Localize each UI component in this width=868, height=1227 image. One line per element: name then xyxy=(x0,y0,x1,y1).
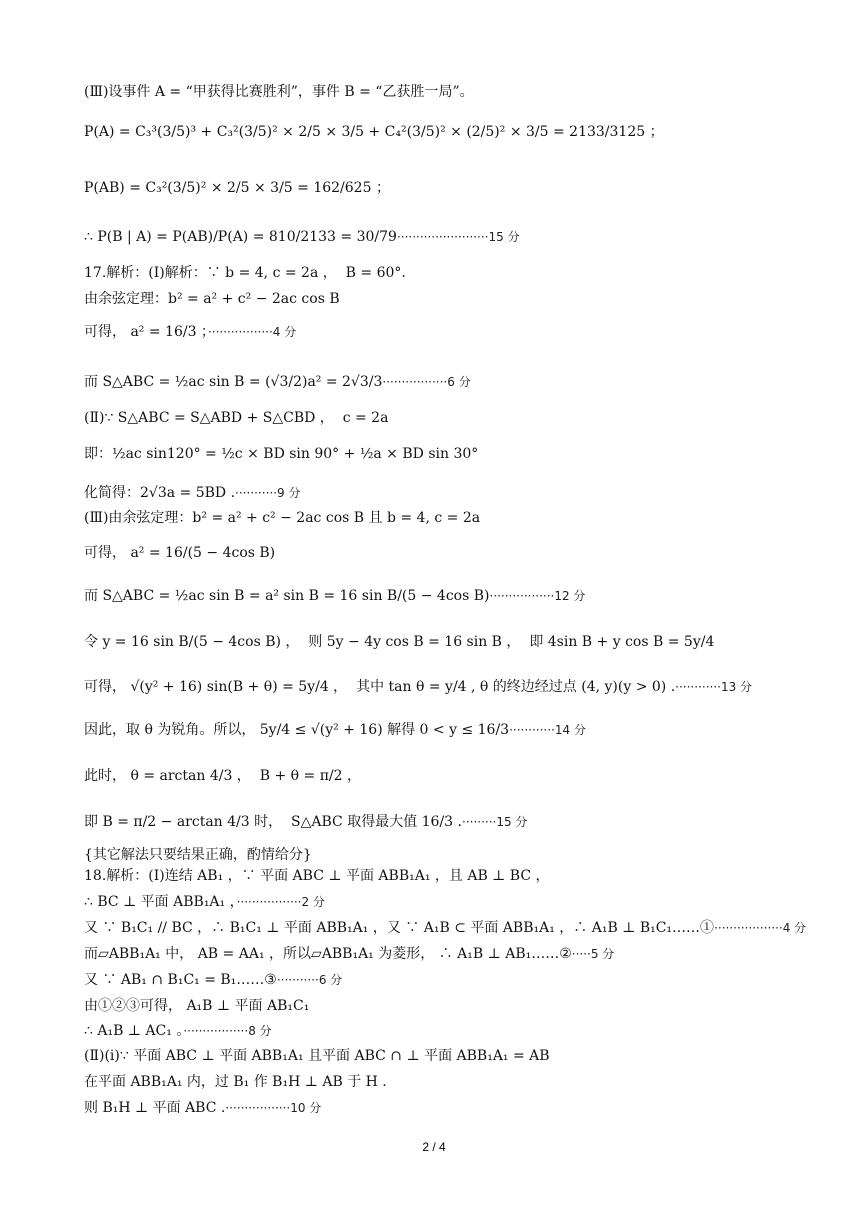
score-label: 12 分 xyxy=(554,589,586,603)
text-line xyxy=(84,1098,321,1118)
text-line xyxy=(84,227,520,247)
score-label: 4 分 xyxy=(272,325,297,339)
text-line xyxy=(84,444,478,464)
text-line xyxy=(84,892,325,912)
dot-leader: ················· xyxy=(225,1101,291,1115)
dot-leader: ··········· xyxy=(276,973,319,987)
line-text: ∴ P(B | A) = P(AB)/P(A) = 810/2133 = 30/79 xyxy=(84,229,397,245)
dot-leader: ··········· xyxy=(235,486,278,500)
text-line xyxy=(84,122,664,142)
score-label: 10 分 xyxy=(290,1101,322,1115)
text-line xyxy=(84,970,342,990)
text-line xyxy=(84,677,752,697)
text-line xyxy=(84,632,714,652)
score-label: 5 分 xyxy=(590,947,615,961)
line-text: 17.解析：(Ⅰ)解析：∵ b = 4, c = 2a ， B = 60°. xyxy=(84,265,406,281)
line-text: 而▱ABB₁A₁ 中， AB = AA₁ ，所以▱ABB₁A₁ 为菱形， ∴ A₁B ⊥ AB₁……② xyxy=(84,946,572,962)
text-line xyxy=(84,1072,387,1092)
score-label: 6 分 xyxy=(447,375,471,389)
line-text: 则 B₁H ⊥ 平面 ABC . xyxy=(84,1100,226,1116)
page-number: 2 / 4 xyxy=(422,1140,446,1154)
line-text: {其它解法只要结果正确，酌情给分} xyxy=(84,847,312,863)
dot-leader: ················· xyxy=(207,325,273,339)
text-line xyxy=(84,720,586,740)
line-text: (Ⅱ)∵ S△ABC = S△ABD + S△CBD ， c = 2a xyxy=(84,410,389,426)
line-text: (Ⅲ)设事件 A = “甲获得比赛胜利”，事件 B = “乙获胜一局”。 xyxy=(84,84,474,100)
score-label: 14 分 xyxy=(554,723,586,737)
line-text: P(AB) = C₃²(3/5)² × 2/5 × 3/5 = 162/625 ； xyxy=(84,180,390,196)
dot-leader: ····· xyxy=(571,947,591,961)
line-text: 在平面 ABB₁A₁ 内，过 B₁ 作 B₁H ⊥ AB 于 H . xyxy=(84,1074,387,1090)
dot-leader: ············ xyxy=(509,723,555,737)
score-label: 8 分 xyxy=(248,1024,272,1038)
text-line xyxy=(84,766,361,786)
text-line xyxy=(84,996,309,1016)
text-line xyxy=(84,508,480,528)
dot-leader: ········· xyxy=(462,815,497,829)
line-text: (Ⅱ)(i)∵ 平面 ABC ⊥ 平面 ABB₁A₁ 且平面 ABC ∩ ⊥ 平面 ABB₁A₁ = AB xyxy=(84,1048,550,1064)
line-text: 而 S△ABC = ½ac sin B = a² sin B = 16 sin B/(5 − 4cos B) xyxy=(84,588,490,604)
text-line xyxy=(84,408,388,428)
score-label: 15 分 xyxy=(488,230,520,244)
line-text: 又 ∵ B₁C₁ // BC ，∴ B₁C₁ ⊥ 平面 ABB₁A₁ ，又 ∵ A₁B ⊂ 平面 ABB₁A₁ ，∴ A₁B ⊥ B₁C₁……① xyxy=(84,920,715,936)
text-line xyxy=(84,845,312,865)
score-label: 4 分 xyxy=(782,921,807,935)
text-line xyxy=(84,372,471,392)
line-text: 即 B = π/2 − arctan 4/3 时， S△ABC 取得最大值 16/3 . xyxy=(84,814,462,830)
line-text: 可得， a² = 16/3 ； xyxy=(84,324,208,340)
dot-leader: ············ xyxy=(675,680,721,694)
score-label: 6 分 xyxy=(318,973,343,987)
line-text: 此时， θ = arctan 4/3 ， B + θ = π/2 ， xyxy=(84,768,361,784)
line-text: 可得， a² = 16/(5 − 4cos B) xyxy=(84,545,276,561)
text-line xyxy=(84,263,406,283)
line-text: 可得， √(y² + 16) sin(B + θ) = 5y/4 ， 其中 tan θ = y/4 , θ 的终边经过点 (4, y)(y > 0) . xyxy=(84,679,676,695)
text-line xyxy=(84,812,527,832)
text-line xyxy=(84,1021,272,1041)
line-text: 由①②③可得， A₁B ⊥ 平面 AB₁C₁ xyxy=(84,998,310,1014)
line-text: 令 y = 16 sin B/(5 − 4cos B) ， 则 5y − 4y cos B = 16 sin B ， 即 4sin B + y cos B = 5y/4 xyxy=(84,634,715,650)
line-text: 由余弦定理：b² = a² + c² − 2ac cos B xyxy=(84,291,340,307)
text-line xyxy=(84,944,614,964)
text-line xyxy=(84,178,390,198)
line-text: 18.解析：(Ⅰ)连结 AB₁ ，∵ 平面 ABC ⊥ 平面 ABB₁A₁ ，且 AB ⊥ BC ， xyxy=(84,868,550,884)
line-text: ∴ A₁B ⊥ AC₁ 。 xyxy=(84,1023,184,1039)
text-line xyxy=(84,483,300,503)
score-label: 15 分 xyxy=(496,815,528,829)
text-line xyxy=(84,322,296,342)
text-line xyxy=(84,289,340,309)
score-label: 13 分 xyxy=(720,680,753,694)
line-text: (Ⅲ)由余弦定理：b² = a² + c² − 2ac cos B 且 b = 4, c = 2a xyxy=(84,510,481,526)
line-text: 又 ∵ AB₁ ∩ B₁C₁ = B₁……③ xyxy=(84,972,277,988)
dot-leader: ················· xyxy=(489,589,555,603)
line-text: ∴ BC ⊥ 平面 ABB₁A₁ ， xyxy=(84,894,237,910)
line-text: 即：½ac sin120° = ½c × BD sin 90° + ½a × BD sin 30° xyxy=(84,446,479,462)
text-line xyxy=(84,918,806,938)
text-line xyxy=(84,586,585,606)
dot-leader: ························ xyxy=(396,230,489,244)
line-text: 化简得：2√3a = 5BD . xyxy=(84,485,236,501)
dot-leader: ················· xyxy=(236,895,302,909)
text-line xyxy=(84,1046,550,1066)
line-text: 因此，取 θ 为锐角。所以， 5y/4 ≤ √(y² + 16) 解得 0 < y ≤ 16/3 xyxy=(84,722,510,738)
line-text: 而 S△ABC = ½ac sin B = (√3/2)a² = 2√3/3 xyxy=(84,374,383,390)
score-label: 2 分 xyxy=(301,895,325,909)
dot-leader: ·················· xyxy=(714,921,783,935)
line-text: P(A) = C₃³(3/5)³ + C₃²(3/5)² × 2/5 × 3/5 + C₄²(3/5)² × (2/5)² × 3/5 = 2133/3125 ； xyxy=(84,124,664,140)
text-line xyxy=(84,82,474,102)
text-line xyxy=(84,866,550,886)
dot-leader: ················· xyxy=(183,1024,249,1038)
dot-leader: ················· xyxy=(382,375,448,389)
text-line xyxy=(84,543,275,563)
score-label: 9 分 xyxy=(277,486,301,500)
